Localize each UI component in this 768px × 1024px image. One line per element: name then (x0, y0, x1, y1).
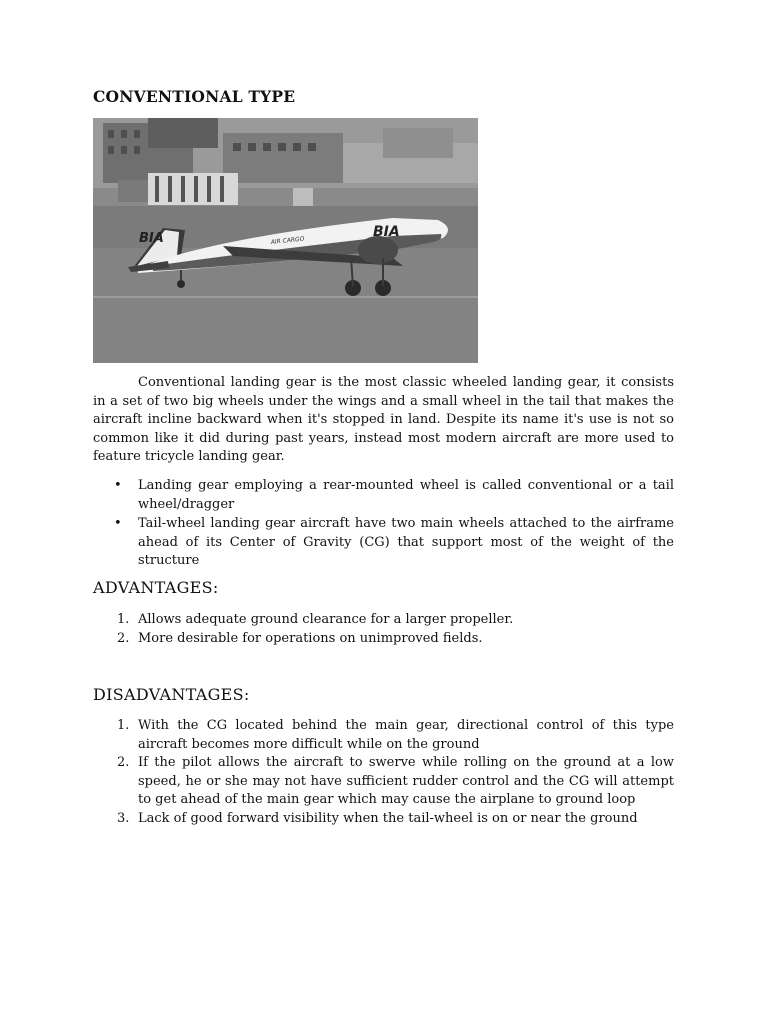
item-number: 1. (117, 612, 130, 627)
tail-logo: BIA (139, 231, 164, 246)
list-item (93, 611, 674, 630)
list-item (93, 810, 674, 829)
item-text: With the CG located behind the main gear, directional control of this type aircraft becomes more difficult while on the ground (138, 718, 674, 752)
item-number: 1. (117, 718, 130, 733)
bullet-text: Landing gear employing a rear-mounted wheel is called conventional or a tail wheel/dragger (138, 478, 674, 512)
item-text: If the pilot allows the aircraft to swerve while rolling on the ground at a low speed, he or she may not have sufficient rudder control and the CG will attempt to get ahead of the main gear which may cause the airplane to ground loop (138, 755, 674, 807)
bullet-icon: • (114, 516, 122, 531)
item-text: Allows adequate ground clearance for a larger propeller. (138, 612, 514, 627)
body-paragraph: Conventional landing gear is the most classic wheeled landing gear, it consists in a set of two big wheels under the wings and a small wheel in the tail that makes the aircraft incline backward when it's stopped in land. Despite its name it's use is not so common like it did during past years, instead most modern aircraft are more used to feature tricycle landing gear. (93, 375, 674, 464)
aircraft-photo (93, 118, 478, 363)
bullet-list (93, 477, 674, 572)
disadvantages-heading: DISADVANTAGES: (93, 685, 250, 704)
fuselage-text: AIR CARGO (270, 235, 305, 246)
disadvantages-list (93, 717, 674, 828)
item-number: 2. (117, 630, 130, 646)
bullet-icon: • (114, 478, 122, 493)
list-item (93, 477, 674, 514)
advantages-heading: ADVANTAGES: (93, 578, 219, 597)
bullet-text: Tail-wheel landing gear aircraft have two main wheels attached to the airframe ahead of its Center of Gravity (CG) that support most of the weight of the structure (138, 516, 674, 568)
item-number: 2. (117, 755, 130, 770)
item-text: More desirable for operations on unimproved fields. (138, 630, 483, 646)
list-item (93, 717, 674, 754)
fuselage-logo: BIA (373, 224, 400, 240)
list-item (93, 754, 674, 810)
list-item (93, 630, 674, 649)
list-item (93, 515, 674, 571)
item-text: Lack of good forward visibility when the tail-wheel is on or near the ground (138, 810, 638, 826)
section-heading: CONVENTIONAL TYPE (93, 87, 296, 106)
item-number: 3. (117, 810, 130, 826)
advantages-list (93, 611, 674, 648)
